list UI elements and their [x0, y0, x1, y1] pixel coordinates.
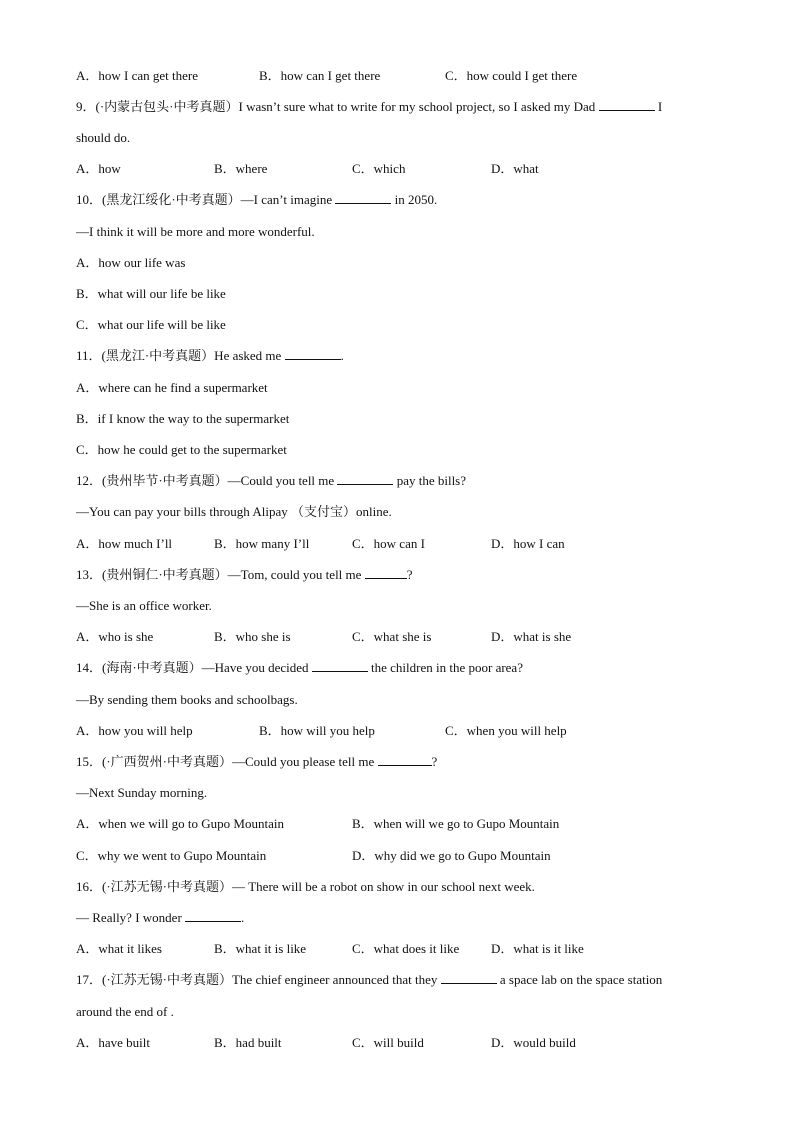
q15-stem-end: ?	[431, 754, 438, 769]
q10-stem	[76, 192, 437, 208]
answer-blank	[441, 972, 497, 984]
q11-stem-text: 11．(黑龙江·中考真题）He asked me	[76, 348, 282, 363]
q17-stem-line2: around the end of .	[76, 1004, 174, 1019]
q10-option-c: C．what our life will be like	[76, 317, 226, 332]
q16-stem: 16．(·江苏无锡·中考真题）— There will be a robot on show in our school next week.	[76, 879, 535, 894]
q17-stem	[76, 972, 662, 988]
q10-option-b: B．what will our life be like	[76, 286, 226, 301]
q11-stem	[76, 348, 344, 364]
q13-option-b: B．who she is	[214, 629, 291, 644]
q14-option-c: C．when you will help	[445, 723, 567, 738]
answer-blank	[337, 473, 393, 485]
q16-reply-end: .	[241, 910, 245, 925]
q9-option-c: C．which	[352, 161, 406, 176]
answer-blank	[378, 754, 432, 766]
q17-option-a: A．have built	[76, 1035, 151, 1050]
q16-option-c: C．what does it like	[352, 941, 460, 956]
q13-reply: —She is an office worker.	[76, 598, 212, 613]
q9-stem-text: 9．(·内蒙古包头·中考真题）I wasn’t sure what to write for my school project, so I asked my Dad	[76, 99, 596, 114]
q14-option-a: A．how you will help	[76, 723, 193, 738]
q12-option-c: C．how can I	[352, 536, 425, 551]
q9-option-b: B．where	[214, 161, 268, 176]
answer-blank	[599, 99, 655, 111]
q14-reply: —By sending them books and schoolbags.	[76, 692, 298, 707]
q12-option-b: B．how many I’ll	[214, 536, 310, 551]
answer-blank	[185, 910, 241, 922]
q15-stem	[76, 754, 437, 770]
q16-reply-text: — Really? I wonder	[76, 910, 182, 925]
q11-option-b: B．if I know the way to the supermarket	[76, 411, 290, 426]
q15-stem-text: 15．(·广西贺州·中考真题）—Could you please tell me	[76, 754, 375, 769]
q14-stem	[76, 660, 523, 676]
q10-option-a: A．how our life was	[76, 255, 186, 270]
q15-option-c: C．why we went to Gupo Mountain	[76, 848, 267, 863]
q14-option-b: B．how will you help	[259, 723, 375, 738]
q13-stem-text: 13．(贵州铜仁·中考真题）—Tom, could you tell me	[76, 567, 362, 582]
q17-option-b: B．had built	[214, 1035, 282, 1050]
answer-blank	[335, 192, 391, 204]
q12-reply: —You can pay your bills through Alipay （支付宝）online.	[76, 504, 392, 519]
q12-option-d: D．how I can	[491, 536, 565, 551]
q11-option-c: C．how he could get to the supermarket	[76, 442, 287, 457]
q12-option-a: A．how much I’ll	[76, 536, 173, 551]
q15-reply: —Next Sunday morning.	[76, 785, 208, 800]
answer-blank	[312, 660, 368, 672]
q10-stem-end: in 2050.	[394, 192, 438, 207]
q9-stem	[76, 99, 662, 115]
q14-stem-end: the children in the poor area?	[371, 660, 523, 675]
q8-option-a: A．how I can get there	[76, 68, 199, 83]
q17-stem-text: 17．(·江苏无锡·中考真题）The chief engineer announced that they	[76, 972, 438, 987]
q17-option-d: D．would build	[491, 1035, 576, 1050]
q12-stem-end: pay the bills?	[396, 473, 467, 488]
q11-option-a: A．where can he find a supermarket	[76, 380, 268, 395]
q13-option-c: C．what she is	[352, 629, 432, 644]
q17-stem-end: a space lab on the space station	[499, 972, 663, 987]
q8-option-c: C．how could I get there	[445, 68, 578, 83]
q16-option-d: D．what is it like	[491, 941, 584, 956]
q12-stem-text: 12．(贵州毕节·中考真题）—Could you tell me	[76, 473, 335, 488]
q9-option-d: D．what	[491, 161, 539, 176]
q16-option-b: B．what it is like	[214, 941, 307, 956]
q8-option-b: B．how can I get there	[259, 68, 381, 83]
q15-option-b: B．when will we go to Gupo Mountain	[352, 816, 560, 831]
q10-stem-text: 10．(黑龙江绥化·中考真题）—I can’t imagine	[76, 192, 333, 207]
q15-option-a: A．when we will go to Gupo Mountain	[76, 816, 284, 831]
q15-option-d: D．why did we go to Gupo Mountain	[352, 848, 551, 863]
q16-reply	[76, 910, 244, 926]
q9-option-a: A．how	[76, 161, 121, 176]
q12-stem	[76, 473, 466, 489]
q11-stem-end: .	[340, 348, 344, 363]
q13-stem	[76, 567, 412, 583]
q10-reply: —I think it will be more and more wonderful.	[76, 224, 315, 239]
answer-blank	[285, 348, 341, 360]
answer-blank	[365, 567, 407, 579]
q13-option-a: A．who is she	[76, 629, 154, 644]
q16-option-a: A．what it likes	[76, 941, 162, 956]
q9-stem-line2: should do.	[76, 130, 131, 145]
q13-stem-end: ?	[406, 567, 413, 582]
q14-stem-text: 14．(海南·中考真题）—Have you decided	[76, 660, 309, 675]
q9-stem-end: I	[657, 99, 663, 114]
q17-option-c: C．will build	[352, 1035, 424, 1050]
q13-option-d: D．what is she	[491, 629, 572, 644]
